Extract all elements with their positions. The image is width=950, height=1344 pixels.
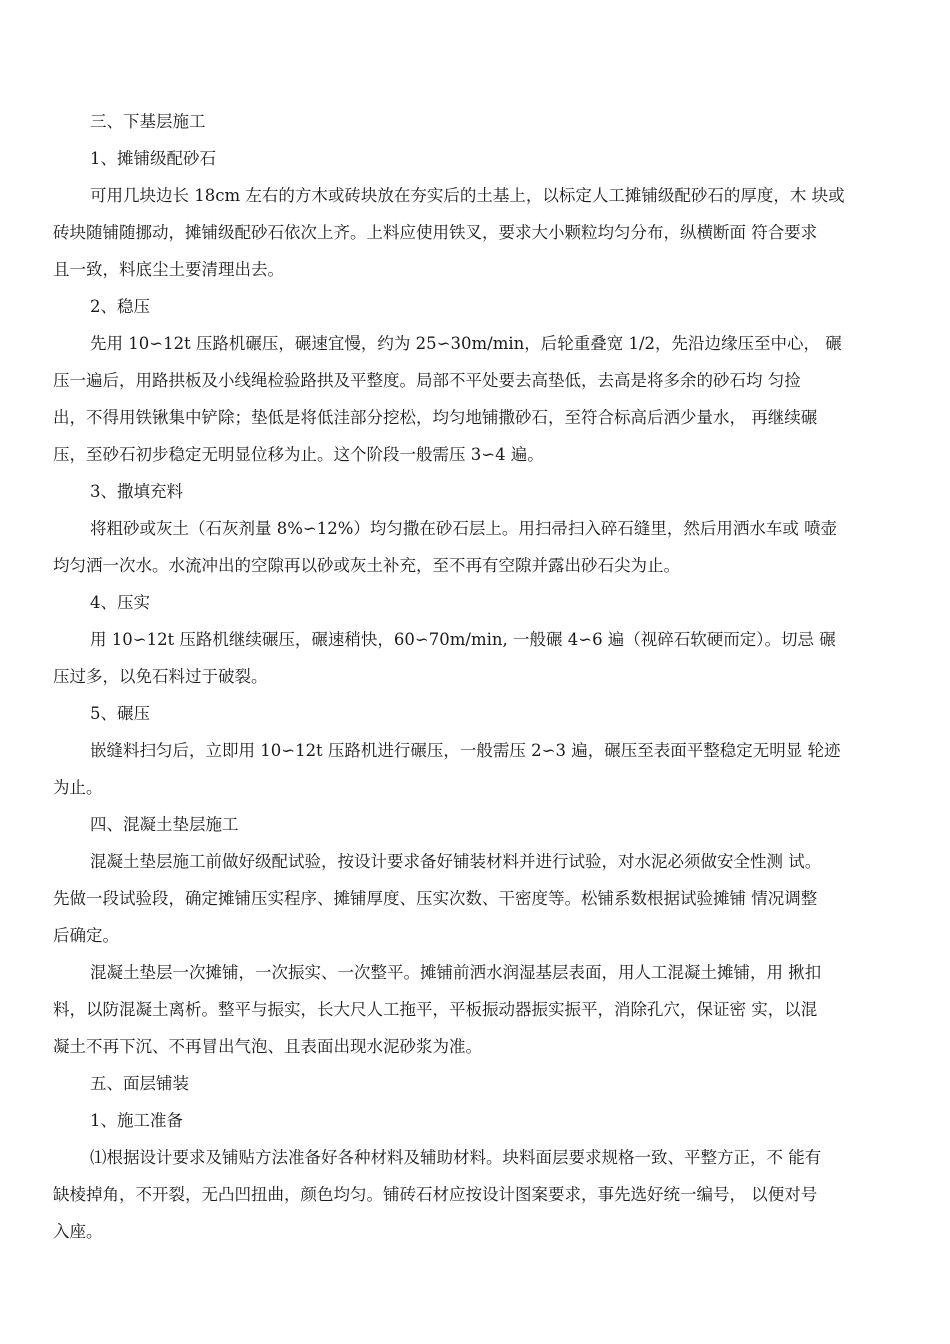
heading-step-4: 4、压实 <box>90 593 150 612</box>
paragraph-line: 压，至砂石初步稳定无明显位移为止。这个阶段一般需压 3∽4 遍。 <box>53 445 544 464</box>
paragraph-line: 出，不得用铁锹集中铲除；垫低是将低洼部分挖松，均匀地铺撒砂石，至符合标高后洒少量水， 再继续碾 <box>53 408 818 427</box>
heading-step-3: 3、撒填充料 <box>90 482 183 501</box>
paragraph-line: 砖块随铺随挪动，摊铺级配砂石依次上齐。上料应使用铁叉，要求大小颗粒均匀分布，纵横断面 符合要求 <box>53 223 818 242</box>
para-concrete-pour <box>53 954 904 1065</box>
paragraph-line: 先用 10∽12t 压路机碾压，碾速宜慢，约为 25∽30m/min，后轮重叠宽 1/2，先沿边缘压至中心， 碾 <box>90 334 842 353</box>
paragraph-line: 混凝土垫层一次摊铺，一次振实、一次整平。摊铺前洒水润湿基层表面，用人工混凝土摊铺，用 揪扣 <box>90 963 822 982</box>
heading-step-2: 2、稳压 <box>90 297 150 316</box>
paragraph-line: 先做一段试验段，确定摊铺压实程序、摊铺厚度、压实次数、干密度等。松铺系数根据试验摊铺 情况调整 <box>53 889 818 908</box>
paragraph-line: 料，以防混凝土离析。整平与振实，长大尺人工拖平，平板振动器振实振平，消除孔穴，保证密 实，以混 <box>53 1000 818 1019</box>
para-compact <box>53 621 904 695</box>
paragraph-line: 凝土不再下沉、不再冒出气泡、且表面出现水泥砂浆为准。 <box>53 1037 482 1056</box>
paragraph-line: 混凝土垫层施工前做好级配试验，按设计要求备好铺装材料并进行试验，对水泥必须做安全性测 试。 <box>90 852 822 871</box>
para-stabilize <box>53 325 904 473</box>
paragraph-line: 压一遍后，用路拱板及小线绳检验路拱及平整度。局部不平处要去高垫低，去高是将多余的砂石均 匀捡 <box>53 371 801 390</box>
heading-step-5: 5、碾压 <box>90 704 150 723</box>
heading-prep-1: 1、施工准备 <box>90 1111 183 1130</box>
para-roll <box>53 732 904 806</box>
para-materials <box>53 1139 904 1250</box>
heading-step-1: 1、摊铺级配砂石 <box>90 149 216 168</box>
paragraph-line: 缺棱掉角，不开裂，无凸凹扭曲，颜色均匀。铺砖石材应按设计图案要求，事先选好统一编号， 以便对号 <box>53 1185 818 1204</box>
para-spread-gravel <box>53 177 904 288</box>
paragraph-line: 可用几块边长 18cm 左右的方木或砖块放在夯实后的土基上，以标定人工摊铺级配砂石的厚度，木 块或 <box>90 186 845 205</box>
document-body <box>53 103 904 1250</box>
para-filler <box>53 510 904 584</box>
paragraph-line: ⑴根据设计要求及铺贴方法准备好各种材料及辅助材料。块料面层要求规格一致、平整方正，不 能有 <box>90 1148 822 1167</box>
heading-section-3: 三、下基层施工 <box>90 112 206 131</box>
paragraph-line: 压过多，以免石料过于破裂。 <box>53 667 268 686</box>
paragraph-line: 后确定。 <box>53 926 119 945</box>
paragraph-line: 将粗砂或灰土（石灰剂量 8%∽12%）均匀撒在砂石层上。用扫帚扫入碎石缝里，然后用洒水车或 喷壶 <box>90 519 838 538</box>
paragraph-line: 为止。 <box>53 778 103 797</box>
heading-section-4: 四、混凝土垫层施工 <box>90 815 239 834</box>
paragraph-line: 用 10∽12t 压路机继续碾压，碾速稍快，60∽70m/min, 一般碾 4∽6 遍（视碎石软硬而定）。切忌 碾 <box>90 630 836 649</box>
para-concrete-test <box>53 843 904 954</box>
paragraph-line: 嵌缝料扫匀后，立即用 10∽12t 压路机进行碾压，一般需压 2∽3 遍，碾压至表面平整稳定无明显 轮迹 <box>90 741 841 760</box>
paragraph-line: 均匀洒一次水。水流冲出的空隙再以砂或灰土补充，至不再有空隙并露出砂石尖为止。 <box>53 556 680 575</box>
heading-section-5: 五、面层铺装 <box>90 1074 189 1093</box>
paragraph-line: 入座。 <box>53 1222 103 1241</box>
paragraph-line: 且一致，料底尘土要清理出去。 <box>53 260 284 279</box>
